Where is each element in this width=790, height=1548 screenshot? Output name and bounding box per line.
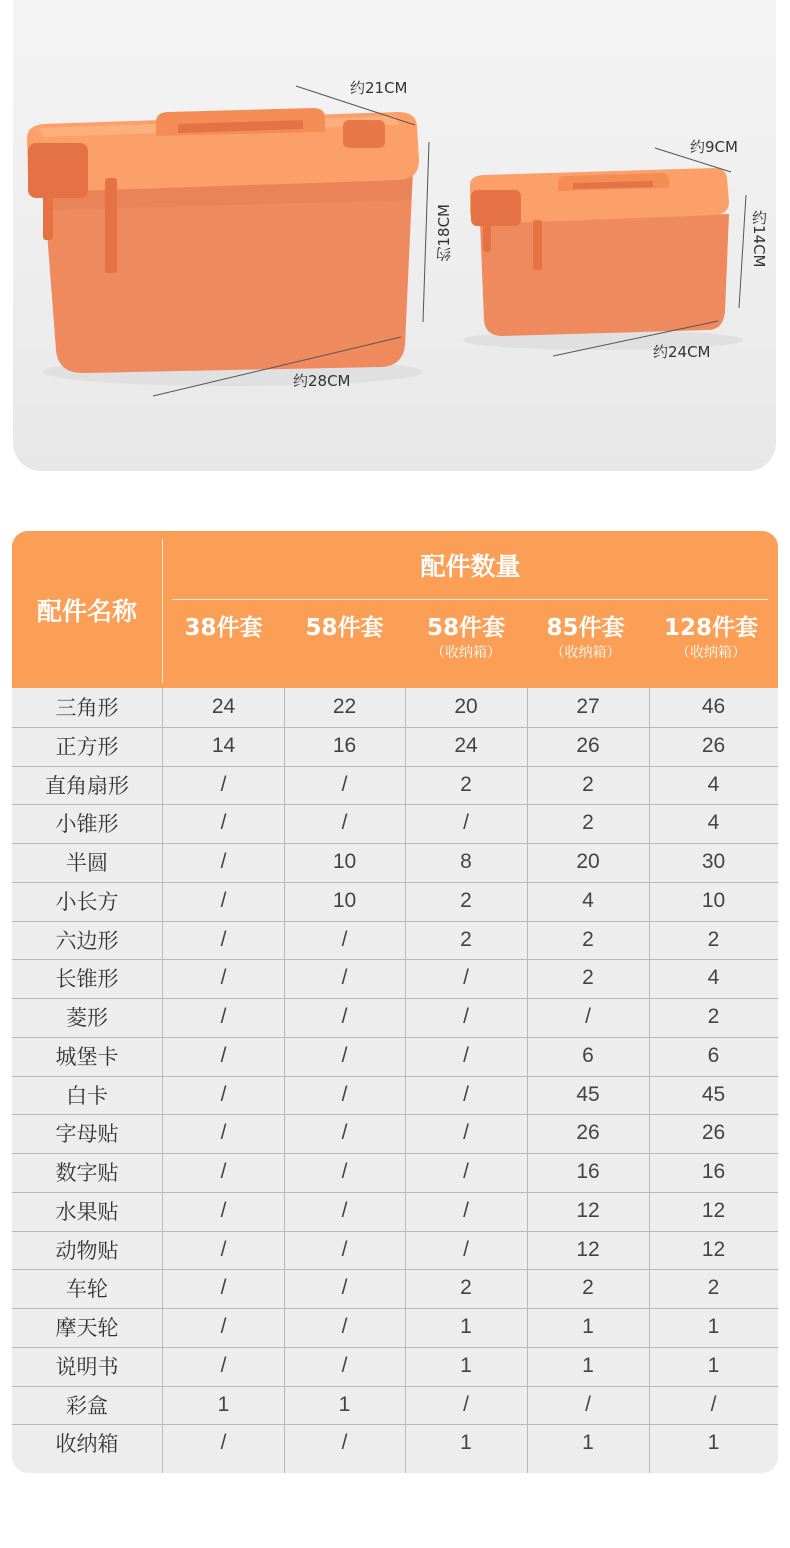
column-header-sub: （收纳箱）	[676, 645, 746, 661]
table-row	[12, 921, 778, 959]
row-value-cell: 10	[332, 888, 357, 912]
row-value-cell: /	[341, 1315, 348, 1338]
column-header	[644, 613, 778, 663]
row-value-cell: /	[341, 772, 348, 796]
row-value-cell: 1	[338, 1392, 351, 1416]
row-divider	[12, 843, 778, 844]
row-value-cell: /	[341, 1160, 348, 1183]
table-row	[12, 766, 778, 804]
row-value-cell: 1	[460, 1353, 472, 1377]
table-row	[12, 1308, 778, 1346]
row-value-cell: /	[341, 811, 348, 835]
row-value-cell: 24	[211, 695, 236, 718]
row-divider	[12, 998, 778, 999]
large-width-label: 约21CM	[350, 79, 408, 97]
row-value-cell: 6	[707, 1043, 720, 1067]
row-value-cell: /	[463, 1392, 469, 1416]
row-divider	[12, 1037, 778, 1038]
row-value-cell: /	[463, 966, 469, 990]
row-value-cell: 16	[576, 1160, 600, 1183]
quantity-group-header: 配件数量	[420, 552, 521, 581]
row-value-cell: /	[341, 927, 348, 951]
row-divider	[12, 1076, 778, 1077]
row-value-cell: 4	[707, 772, 720, 796]
row-value-cell: 2	[707, 927, 720, 951]
row-value-cell: 4	[707, 966, 720, 990]
row-value-cell: 6	[582, 1043, 594, 1067]
row-value-cell: 1	[582, 1353, 594, 1377]
column-header	[284, 613, 405, 643]
row-name-cell: 三角形	[55, 696, 119, 720]
row-value-cell: 2	[460, 888, 472, 912]
row-value-cell: /	[463, 1082, 469, 1106]
row-name-cell: 菱形	[66, 1006, 108, 1030]
column-header-main: 58件套	[426, 615, 505, 641]
row-value-cell: /	[220, 1005, 227, 1028]
small-storage-box	[470, 168, 729, 336]
row-value-cell: 8	[460, 850, 472, 873]
row-value-cell: 30	[701, 850, 726, 873]
row-value-cell: 24	[454, 733, 478, 757]
row-value-cell: 20	[454, 695, 478, 718]
row-value-cell: /	[220, 888, 227, 912]
table-row	[12, 882, 778, 920]
column-header	[527, 613, 644, 663]
column-header-main: 85件套	[546, 615, 625, 641]
row-value-cell: 1	[460, 1431, 472, 1455]
row-divider	[12, 1153, 778, 1154]
row-value-cell: /	[220, 966, 227, 990]
row-value-cell: /	[463, 1198, 469, 1222]
table-row	[12, 1076, 778, 1114]
row-name-cell: 直角扇形	[45, 773, 129, 798]
row-divider	[12, 1424, 778, 1425]
row-value-cell: /	[220, 1315, 227, 1338]
row-divider	[12, 921, 778, 922]
row-value-cell: 26	[576, 733, 600, 757]
row-value-cell: 12	[701, 1237, 726, 1261]
row-name-cell: 白卡	[66, 1083, 108, 1108]
row-value-cell: /	[341, 1276, 348, 1300]
row-value-cell: 10	[701, 888, 726, 912]
small-width-label: 约9CM	[690, 138, 738, 156]
row-value-cell: 4	[707, 811, 720, 835]
row-divider	[12, 1269, 778, 1270]
table-row	[12, 1424, 778, 1462]
row-value-cell: 45	[576, 1082, 600, 1106]
row-name-cell: 字母贴	[55, 1122, 119, 1147]
column-header	[163, 613, 284, 643]
row-value-cell: /	[220, 1121, 227, 1145]
row-divider	[12, 1114, 778, 1115]
row-name-cell: 摩天轮	[55, 1316, 119, 1340]
row-value-cell: 12	[576, 1237, 600, 1261]
row-divider	[12, 1308, 778, 1309]
row-name-cell: 小锥形	[55, 812, 119, 837]
row-divider	[12, 1347, 778, 1348]
row-value-cell: 1	[707, 1315, 720, 1338]
row-value-cell: /	[220, 1276, 227, 1300]
row-name-cell: 小长方	[55, 889, 119, 914]
row-value-cell: /	[220, 1043, 227, 1067]
large-storage-box	[27, 108, 419, 373]
row-value-cell: /	[220, 1160, 227, 1183]
row-divider	[12, 1386, 778, 1387]
row-value-cell: /	[341, 1005, 348, 1028]
row-divider	[12, 804, 778, 805]
accessory-table	[12, 531, 778, 1473]
row-value-cell: 2	[582, 927, 594, 951]
row-value-cell: 1	[707, 1353, 720, 1377]
table-row	[12, 1192, 778, 1230]
row-value-cell: 26	[701, 733, 726, 757]
row-value-cell: /	[341, 1431, 348, 1455]
row-name-cell: 动物贴	[55, 1238, 119, 1263]
row-divider	[12, 1231, 778, 1232]
table-row	[12, 1231, 778, 1269]
row-value-cell: 16	[332, 733, 357, 757]
row-value-cell: 46	[701, 695, 726, 718]
row-value-cell: /	[220, 927, 227, 951]
row-value-cell: /	[341, 1198, 348, 1222]
row-value-cell: 10	[332, 850, 357, 873]
row-value-cell: /	[463, 1121, 469, 1145]
row-value-cell: 12	[701, 1198, 726, 1222]
header-divider	[172, 599, 768, 600]
row-value-cell: /	[220, 772, 227, 796]
table-row	[12, 727, 778, 765]
small-length-label: 约24CM	[653, 343, 711, 361]
table-row	[12, 1386, 778, 1424]
row-value-cell: /	[585, 1005, 591, 1028]
row-divider	[12, 959, 778, 960]
row-value-cell: /	[220, 1237, 227, 1261]
row-value-cell: /	[220, 1353, 227, 1377]
table-row	[12, 1153, 778, 1191]
table-row	[12, 843, 778, 881]
row-value-cell: 2	[707, 1005, 720, 1028]
row-value-cell: /	[341, 1121, 348, 1145]
column-header	[405, 613, 527, 663]
large-length-label: 约28CM	[293, 372, 351, 390]
row-value-cell: 16	[701, 1160, 726, 1183]
row-value-cell: /	[220, 1198, 227, 1222]
table-row	[12, 1037, 778, 1075]
storage-boxes-illustration	[13, 0, 776, 471]
product-photo	[13, 0, 776, 471]
row-value-cell: 2	[582, 1276, 594, 1300]
small-height-label: 约14CM	[750, 210, 768, 268]
row-value-cell: 26	[701, 1121, 726, 1145]
row-value-cell: 2	[582, 772, 594, 796]
row-value-cell: /	[341, 1237, 348, 1261]
row-divider	[12, 882, 778, 883]
row-name-cell: 正方形	[55, 734, 119, 759]
row-name-cell: 彩盒	[66, 1393, 108, 1418]
row-value-cell: 1	[707, 1431, 720, 1455]
row-name-cell: 收纳箱	[55, 1432, 119, 1457]
row-value-cell: 2	[460, 927, 472, 951]
row-value-cell: 27	[576, 695, 600, 718]
table-header	[12, 531, 778, 688]
table-row	[12, 804, 778, 842]
table-row	[12, 1114, 778, 1152]
row-value-cell: /	[341, 1353, 348, 1377]
row-name-cell: 长锥形	[55, 967, 119, 992]
column-header-main: 38件套	[184, 615, 263, 641]
row-value-cell: /	[341, 1043, 348, 1067]
column-header-main: 128件套	[663, 615, 758, 641]
column-header-sub: （收纳箱）	[550, 645, 621, 661]
row-value-cell: /	[220, 850, 227, 873]
row-name-cell: 水果贴	[55, 1199, 119, 1224]
row-value-cell: 1	[460, 1315, 472, 1338]
row-value-cell: 2	[582, 811, 594, 835]
row-value-cell: 20	[576, 850, 600, 873]
table-row	[12, 1347, 778, 1385]
table-row	[12, 688, 778, 726]
large-height-label: 约18CM	[435, 204, 453, 262]
row-name-cell: 说明书	[55, 1354, 119, 1379]
row-value-cell: /	[220, 811, 227, 835]
row-value-cell: 45	[701, 1082, 726, 1106]
row-name-cell: 城堡卡	[55, 1044, 119, 1069]
row-value-cell: 4	[582, 888, 594, 912]
row-value-cell: /	[341, 1082, 348, 1106]
row-name-cell: 数字贴	[55, 1161, 119, 1185]
row-value-cell: 2	[707, 1276, 720, 1300]
table-row	[12, 959, 778, 997]
row-name-cell: 车轮	[66, 1277, 108, 1302]
row-value-cell: 1	[582, 1315, 594, 1338]
row-value-cell: /	[341, 966, 348, 990]
row-value-cell: /	[463, 1005, 469, 1028]
row-value-cell: /	[463, 1043, 469, 1067]
row-divider	[12, 1192, 778, 1193]
row-name-cell: 六边形	[55, 928, 119, 953]
table-row	[12, 998, 778, 1036]
row-value-cell: 12	[576, 1198, 600, 1222]
row-value-cell: 2	[460, 1276, 472, 1300]
row-name-cell: 半圆	[66, 851, 108, 875]
row-value-cell: /	[463, 1160, 469, 1183]
row-value-cell: /	[710, 1392, 717, 1416]
row-value-cell: 2	[460, 772, 472, 796]
column-header-main: 58件套	[305, 615, 384, 641]
table-row	[12, 1269, 778, 1307]
row-value-cell: /	[220, 1431, 227, 1455]
row-value-cell: 1	[582, 1431, 594, 1455]
row-value-cell: /	[585, 1392, 591, 1416]
row-value-cell: 2	[582, 966, 594, 990]
row-value-cell: 1	[217, 1392, 230, 1416]
row-divider	[12, 727, 778, 728]
row-value-cell: /	[220, 1082, 227, 1106]
row-value-cell: /	[463, 811, 469, 835]
column-header-sub: （收纳箱）	[431, 645, 501, 661]
row-divider	[12, 766, 778, 767]
row-value-cell: 14	[211, 733, 236, 757]
row-value-cell: 26	[576, 1121, 600, 1145]
row-value-cell: 22	[332, 695, 357, 718]
name-column-header: 配件名称	[36, 596, 137, 626]
row-value-cell: /	[463, 1237, 469, 1261]
